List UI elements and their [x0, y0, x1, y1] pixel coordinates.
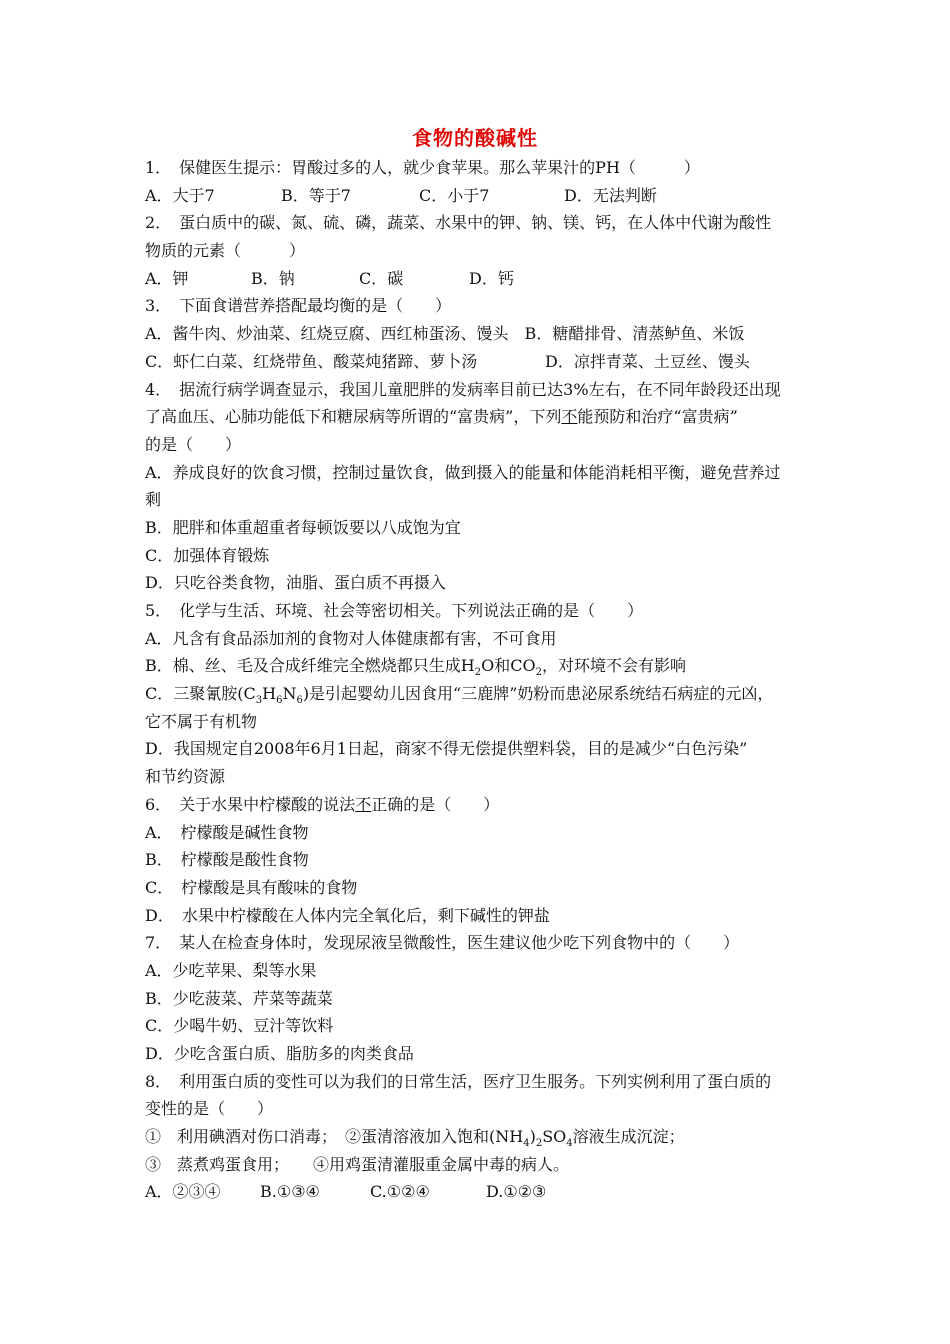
q1-option-b: B．等于7	[281, 185, 351, 205]
q3-options-cd	[145, 348, 810, 376]
subscript: 2	[535, 667, 542, 679]
q4-option-a-line2: 剩	[145, 490, 162, 510]
q8-option-c: C.①②④	[370, 1182, 430, 1202]
q5-option-c-text: )是引起婴幼儿因食用“三鹿牌”奶粉而患泌尿系统结石病症的元凶，	[302, 684, 774, 704]
subscript: 6	[296, 695, 303, 707]
q8-option-a: A．②③④	[145, 1182, 221, 1202]
q2-option-a: A．钾	[145, 268, 189, 288]
q1-option-d: D．无法判断	[564, 185, 657, 205]
q1-option-a: A．大于7	[145, 185, 215, 205]
q4-stem-line2-part2: 能预防和治疗“富贵病”	[577, 407, 738, 427]
q3-stem: 3． 下面食谱营养搭配最均衡的是（ ）	[145, 296, 452, 316]
q5-option-c-line2: 它不属于有机物	[145, 711, 258, 731]
subscript: 2	[535, 1138, 543, 1150]
q3-option-c: C．虾仁白菜、红烧带鱼、酸菜炖猪蹄、萝卜汤	[145, 351, 478, 371]
q7-stem: 7． 某人在检查身体时，发现尿液呈微酸性，医生建议他少吃下列食物中的（ ）	[145, 933, 740, 953]
q3-options-ab: A．酱牛肉、炒油菜、红烧豆腐、西红柿蛋汤、馒头 B．糖醋排骨、清蒸鲈鱼、米饭	[145, 324, 745, 344]
q2-stem-line2: 物质的元素（ ）	[145, 241, 306, 261]
q5-option-c-text: H	[262, 684, 277, 704]
subscript: 4	[523, 1138, 530, 1150]
q6-option-c: C． 柠檬酸是具有酸味的食物	[145, 877, 358, 897]
q4-stem-line1: 4． 据流行病学调查显示，我国儿童肥胖的发病率目前已达3%左右，在不同年龄段还出现	[145, 379, 781, 399]
subscript: 3	[255, 695, 263, 707]
q6-stem-text: 6． 关于水果中柠檬酸的说法	[145, 794, 356, 814]
q5-option-d-line1: D．我国规定自2008年6月1日起，商家不得无偿提供塑料袋，目的是减少“白色污染”	[145, 739, 748, 759]
subscript: 4	[566, 1138, 573, 1150]
q8-option-b: B.①③④	[260, 1182, 320, 1202]
q5-option-b-text: O和CO	[481, 656, 536, 676]
q4-option-b: B．肥胖和体重超重者每顿饭要以八成饱为宜	[145, 517, 461, 537]
q7-option-c: C．少喝牛奶、豆汁等饮料	[145, 1016, 334, 1036]
q1-options	[145, 182, 810, 210]
q6-stem	[145, 791, 810, 819]
q8-stem-line2: 变性的是（ ）	[145, 1099, 274, 1119]
q4-stem-line2	[145, 403, 810, 431]
q7-option-b: B．少吃菠菜、芹菜等蔬菜	[145, 988, 333, 1008]
q8-option-d: D.①②③	[486, 1182, 547, 1202]
q1-stem: 1． 保健医生提示：胃酸过多的人，就少食苹果。那么苹果汁的PH（ ）	[145, 158, 700, 177]
q8-items-text: 溶液生成沉淀；	[572, 1127, 685, 1147]
q1-option-c: C．小于7	[419, 185, 490, 205]
q8-options	[145, 1178, 810, 1206]
q5-stem: 5． 化学与生活、环境、社会等密切相关。下列说法正确的是（ ）	[145, 601, 644, 620]
q3-option-d: D．凉拌青菜、土豆丝、馒头	[545, 351, 750, 371]
q6-option-a: A． 柠檬酸是碱性食物	[145, 822, 309, 842]
q5-option-d-line2: 和节约资源	[145, 767, 226, 787]
q4-stem-line2-part1: 了高血压、心肺功能低下和糖尿病等所谓的“富贵病”，下列	[145, 407, 562, 427]
q2-options	[145, 265, 810, 293]
q8-items-text: SO	[542, 1127, 567, 1147]
q8-stem-line1: 8． 利用蛋白质的变性可以为我们的日常生活，医疗卫生服务。下列实例利用了蛋白质的	[145, 1071, 772, 1091]
question-list	[145, 154, 810, 1206]
q4-emphasis-not: 不	[561, 407, 578, 427]
q4-stem-line3: 的是（ ）	[145, 434, 242, 454]
q5-option-b-text: B．棉、丝、毛及合成纤维完全燃烧都只生成H	[145, 656, 475, 676]
q6-emphasis-not: 不	[355, 794, 372, 814]
q5-option-a: A．凡含有食品添加剂的食物对人体健康都有害，不可食用	[145, 628, 557, 648]
q5-option-b	[145, 652, 810, 680]
q5-option-c-text: N	[282, 684, 297, 704]
q6-option-d: D． 水果中柠檬酸在人体内完全氧化后，剩下碱性的钾盐	[145, 905, 550, 925]
q5-option-c-text: C．三聚氰胺(C	[145, 684, 256, 704]
page-title: 食物的酸碱性	[412, 126, 538, 150]
q4-option-d: D．只吃谷类食物，油脂、蛋白质不再摄入	[145, 573, 446, 593]
q8-items-text: ① 利用碘酒对伤口消毒； ②蛋清溶液加入饱和(NH	[145, 1127, 524, 1147]
subscript: 6	[276, 695, 283, 707]
q2-stem-line1: 2． 蛋白质中的碳、氮、硫、磷，蔬菜、水果中的钾、钠、镁、钙，在人体中代谢为酸性	[145, 213, 772, 233]
q7-option-d: D．少吃含蛋白质、脂肪多的肉类食品	[145, 1044, 414, 1063]
q7-option-a: A．少吃苹果、梨等水果	[145, 960, 317, 980]
q6-option-b: B． 柠檬酸是酸性食物	[145, 850, 309, 870]
q2-option-b: B．钠	[251, 268, 295, 288]
q2-option-c: C．碳	[359, 268, 404, 288]
q2-option-d: D．钙	[469, 268, 514, 288]
q8-items-line2: ③ 蒸煮鸡蛋食用； ④用鸡蛋清灌服重金属中毒的病人。	[145, 1154, 570, 1174]
subscript: 2	[474, 667, 482, 679]
q4-option-a-line1: A．养成良好的饮食习惯，控制过量饮食，做到摄入的能量和体能消耗相平衡，避免营养过	[145, 462, 781, 482]
q5-option-c-line1	[145, 680, 810, 708]
q4-option-c: C．加强体育锻炼	[145, 545, 270, 565]
q8-items-line1	[145, 1123, 810, 1151]
q8-items-text: )	[529, 1127, 536, 1147]
q5-option-b-text: ，对环境不会有影响	[541, 656, 686, 676]
q6-stem-text: 正确的是（ ）	[371, 794, 500, 814]
